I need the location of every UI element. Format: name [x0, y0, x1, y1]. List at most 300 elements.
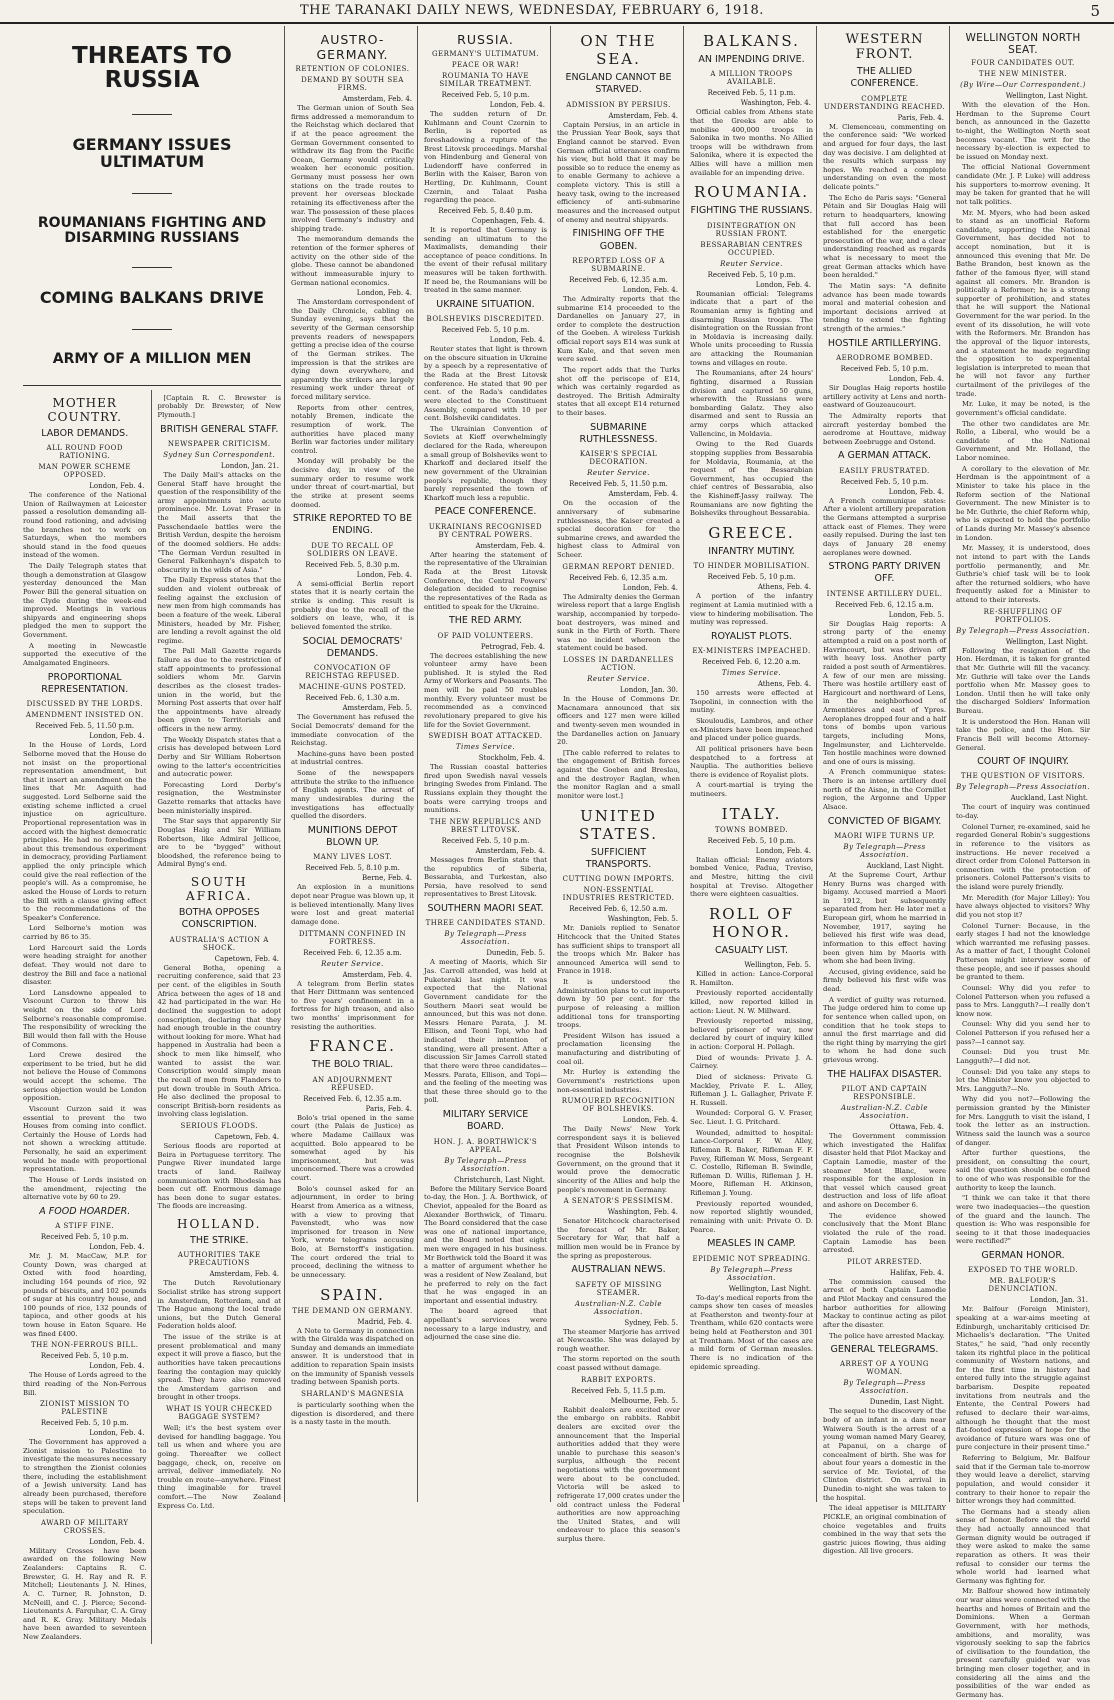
subhead: SWEDISH BOAT ATTACKED.	[428, 732, 543, 741]
paragraph: The Star says that apparently Sir Douglas Haig and Sir William Robertson, like Admiral Jellicoe, are to be "bygged" without bloodshed, the reference being to Admiral Byng's end.	[157, 817, 281, 869]
subhead: BOTHA OPPOSES CONSCRIPTION.	[178, 907, 260, 931]
received-line: Received Feb. 5, 10 p.m.	[707, 270, 796, 279]
article-head: HOLLAND.	[177, 1217, 262, 1232]
subhead: Sydney Sun Correspondent.	[163, 450, 276, 459]
column-balkans	[687, 26, 817, 1502]
paragraph: Sir Douglas Haig reports: A strong party of the enemy attempted a raid on a post north of Havrincourt, but was driven off with heavy loss. Another party raided a post south of Armentières. A few of our men are missing. There was hostile artillery east of Hargicourt and northward of Lens, in the neighborhood of Armentières and east of Ypres. Aeroplanes dropped four and a half tons of bombs upon various targets, including Mons, Ingelmunster, and Lichtervelde. Ten hostile machines were downed and one of ours is missing.	[823, 619, 946, 766]
paragraph: Machine-guns have been posted at industrial centres.	[291, 749, 414, 767]
subhead: By Telegraph—Press Association.	[843, 842, 926, 859]
subhead: SOUTHERN MAORI SEAT.	[427, 903, 544, 915]
subhead: SAFETY OF MISSING STEAMER.	[575, 1280, 662, 1297]
subhead: By Telegraph—Press Association.	[710, 1265, 793, 1282]
subhead: BOLSHEVIKS DISCREDITED.	[426, 315, 545, 324]
subhead: AWARD OF MILITARY CROSSES.	[41, 1518, 129, 1535]
paragraph: The Admiralty denies the German wireless report that a large English warship, accompanied by torpedo-boat destroyers, was mined and sunk in the Firth of Forth. There was no incident whereon the statement could be based.	[557, 592, 680, 653]
paragraph: Counsel: Why did you send her to Colonel Patterson if you refused her a pass?—I cannot say.	[956, 1020, 1090, 1046]
received-line: Received Feb. 5, 10 p.m.	[707, 573, 796, 582]
dateline: Amsterdam, Feb. 4.	[608, 490, 678, 499]
paragraph: Previously reported accidentally killed, now reported killed in action: Lieut. N. W. Millward.	[690, 989, 813, 1015]
dateline: Amsterdam, Feb. 4.	[342, 95, 412, 103]
dateline: Washington, Feb. 4.	[740, 99, 811, 108]
paragraph: A meeting of Maoris, which Sir Jas. Carroll attended, was held at Puketeraki last night. It was expected that the National Government candidate for the Southern Maori seat would be announced, but this was not done. Messrs Henare Parata, J. M. Ellison, and Teoni Topi, who had indicated their intention of standing, were all present. After a discussion Sir James Carroll stated that there were three candidates—Messrs. Parata, Ellison, and Topi—and the feeling of the meeting was that these three should go to the poll.	[424, 958, 547, 1105]
paragraph: The sudden return of Dr. Kuhlmann and Count Czernin to Berlin, is reported as foreshadowing a rupture of the Brest Litovsk proceedings. Marshal von Hindenburg and General von Ludendorff have conferred in Berlin with the Kaiser, Baron von Hertling, Dr. Kuhlmann, Count Czernin, and Talaat Pasha regarding the peace.	[424, 110, 547, 205]
page-number: 5	[1090, 2, 1100, 20]
dateline: London, Jan. 31.	[1029, 1296, 1088, 1305]
dateline: London, Feb. 5.	[888, 610, 944, 619]
paragraph: Mr. J. M. MacCaw, M.P. for County Down, was charged at Oxted with food hoarding, including 164 pounds of rice, 92 pounds of biscuits, and 102 pounds of sugar at his country house, and 100 pounds of rice, 132 pounds of tapioca, and other goods at his town house in Eaton Square. He was fined £400.	[23, 1252, 147, 1338]
subhead: PILOT ARRESTED.	[846, 1257, 923, 1266]
dateline: London, Feb. 4.	[89, 732, 145, 741]
subhead: AERODROME BOMBED.	[836, 354, 933, 363]
dateline: London, Jan. 30.	[619, 686, 678, 695]
paragraph: Official cables from Athens state that the Greeks are able to mobilise 400,000 troops in Salonika in two months. No Allied troops will be withdrawn from Salonika, where it is expected the Allies will have a million men available for an impending drive.	[690, 108, 813, 177]
subhead: SUBMARINE RUTHLESSNESS.	[579, 421, 658, 445]
paragraph: The Government has approved a Zionist mission to Palestine to investigate the measures necessary to strengthen the Zionist colonies there, including the establishment of a Jewish university. Land has already been purchased, therefore steps will be taken to prevent land speculation.	[23, 1438, 147, 1516]
paragraph: A telegram from Berlin states that Herr Dittmann was sentenced to five years' confinement in a fortress for high treason, and also two months' imprisonment for resisting the authorities.	[291, 979, 414, 1031]
paragraph: Some of the newspapers attribute the strike to the influence of English agents. The arrest of many undesirables during the investigations has effectually quelled the disorders.	[291, 769, 414, 821]
dateline: London, Jan. 21.	[220, 461, 279, 470]
lead-subheadline-4: ARMY OF A MILLION MEN	[52, 351, 252, 368]
subhead: A SENATOR'S PESSIMISM.	[563, 1197, 674, 1206]
paragraph: It is reported that Germany is sending an ultimatum to the Maximalists, demanding their acceptance of peace conditions. In the event of their refusal military measures will be taken forthwith. If need be, the Roumanians will be treated in the same manner.	[424, 225, 547, 295]
subhead: CASUALTY LIST.	[714, 944, 789, 956]
paragraph: With the elevation of the Hon. Herdman to the Supreme Court bench, as announced in the Gazette to-night, the Wellington North seat becomes vacant. The writ for the necessary by-election is expected to be issued on Monday next.	[956, 101, 1090, 161]
subhead: RABBIT EXPORTS.	[581, 1375, 656, 1384]
paragraph: Following the resignation of the Hon. Herdman, it is taken for granted that Mr. Guthrie will fill the vacancy. Mr. Guthrie will take over the Lands portfolio when Mr. Massey goes to London. Until then he will take only the discharged Soldiers' Information Bureau.	[956, 646, 1090, 715]
paragraph: An explosion in a munitions depot near Prague was blown up, it is believed intentionally. Many lives were lost and great material damage done.	[291, 883, 414, 926]
article-head: WELLINGTON NORTH SEAT.	[965, 32, 1081, 56]
dateline: London, Feb. 4.	[89, 482, 145, 491]
paragraph: Sir Douglas Haig reports hostile artillery activity at Lens and north-eastward of Gouzeaucourt.	[823, 384, 946, 410]
article-head: AUSTRO-GERMANY.	[316, 32, 389, 62]
dateline: Amsterdam, Feb. 4.	[209, 1270, 279, 1279]
dateline: London, Feb. 4.	[356, 289, 412, 298]
dateline: Washington, Feb. 4.	[607, 1208, 678, 1217]
paragraph: A Note to Germany in connection with the Giralda was dispatched on Sunday and demands an immediate answer. It is understood that in addition to reparation Spain insists on the immunity of Spanish vessels trading between Spanish ports.	[291, 1326, 415, 1387]
dateline: London, Feb. 4.	[356, 570, 412, 579]
paragraph: The German union of South Sea firms addressed a memorandum to the Reichstag which declared that if at the peace agreement the German Government consented to withdraw its flag from the Pacific Ocean, Germany would critically weaken her economic position. Germany must possess her own stations on the trade routes to prevent her overseas blockade retaining its effectiveness after the war. The possession of these places involved Germany's industry and shipping trade.	[291, 104, 414, 233]
dateline: Wellington, Feb. 5.	[744, 961, 811, 970]
subhead: A MILLION TROOPS AVAILABLE.	[710, 70, 793, 87]
subhead: SUFFICIENT TRANSPORTS.	[585, 846, 652, 870]
received-line: Received Feb. 5, 8.10 p.m.	[305, 864, 400, 873]
paragraph: The memorandum demands the retention of the former spheres of activity on the other side of the globe. These cannot be abandoned without immeasurable injury to German national economics.	[291, 235, 414, 287]
dateline: Wellington, Last Night.	[1005, 637, 1088, 646]
dateline: Paris, Feb. 4.	[365, 1104, 412, 1113]
dateline: Auckland, Last Night.	[1010, 794, 1088, 803]
subhead: THE QUESTION OF VISITORS.	[960, 772, 1086, 781]
received-line: Received Feb. 6, 12.35 a.m.	[303, 1094, 402, 1103]
paragraph: The Russian coastal batteries fired upon Swedish naval vessels bringing Swedes from Finland. The Russians explain they thought the boats were carrying troops and munitions.	[424, 763, 547, 815]
subhead: MEASLES IN CAMP.	[707, 1238, 796, 1250]
article-head: GREECE.	[708, 523, 795, 542]
paragraph: The Government has refused the Social Democrats' demand for the immediate convocation of the Reichstag.	[291, 713, 414, 748]
subhead: MAN POWER SCHEME OPPOSED.	[38, 463, 131, 480]
dateline: London, Feb. 4.	[89, 1362, 145, 1371]
subhead: NON-ESSENTIAL INDUSTRIES RESTRICTED.	[562, 886, 675, 903]
paragraph: In the House of Lords, Lord Selborne moved that the House do not insist on the proportional representation amendment, but that it insert an amendment on the lines that Mr. Asquith had suggested. Lord Selborne said the existing scheme inflicted a cruel injustice on agriculture. Proportional representation was in accord with the highest democratic principles. He had no forebodings about this tremendous experiment in democracy, providing Parliament applied the only principle which could give the real reflection of the people's will. As a compromise, he asked the House of Lords to return the Bill with a clause giving effect to the recommendations of the Speaker's Conference.	[23, 741, 147, 922]
article-head: FRANCE.	[309, 1037, 396, 1056]
subhead: By Telegraph—Press Association.	[444, 1156, 527, 1173]
article-head: MOTHER COUNTRY.	[47, 395, 122, 424]
received-line: Received Feb. 5, 10 p.m.	[840, 365, 929, 374]
paragraph: Mr. M. Myers, who had been asked to stand as an unofficial Reform candidate, supporting the National Government, has decided not to accept nomination, but it is announced this evening that Mr. De Bathe Brandon, best known as the father of the famous flyer, will stand against all comers. Mr. Brandon is politically a Reformer; he is a strong supporter of prohibition, and states that he will support the National Government for the war period. In the event of its dissolution, he will vote with the Reformers. Mr. Brandon has the approval of the liquor interests, and a statement he made regarding the opposition to experimental legislation is interpreted to mean that he will not favor any further curtailment of the privileges of the trade.	[956, 208, 1090, 398]
paragraph: The steamer Marjorie has arrived at Newcastle. She was delayed by rough weather.	[557, 1327, 680, 1353]
subhead: COMPLETE UNDERSTANDING REACHED.	[823, 94, 946, 111]
received-line: Received Feb. 5, 8.30 p.m.	[305, 560, 400, 569]
paragraph: Messages from Berlin state that the republics of Siberia, Bessarabia, and Turkestan, also Persia, have resolved to send representatives to Brest Litovsk.	[424, 855, 547, 899]
column-wellington-north	[953, 26, 1093, 1699]
paragraph: Why did you not?—Following the permission granted by the Minister for Mrs. Langguth to visit the island, I took the letter as an instruction. Witness said the launch was a source of danger.	[956, 1095, 1090, 1147]
dateline: Stockholm, Feb. 4.	[478, 754, 545, 763]
paragraph: [Captain R. C. Brewster is probably Dr. Brewster, of New Plymouth.]	[157, 393, 281, 419]
article-head: BALKANS.	[703, 32, 800, 50]
paragraph: Mr. Balfour (Foreign Minister), speaking at a war-aims meeting at Edinburgh, uncharitably criticised Dr. Michaelis's declaration. "The United States," he said, "had only recently taken its rightful place in the political community of Western nations, and for the first time in history had entered fully into the struggle against barbarism. Despite repeated invitations from neutrals and the Entente, the Central Powers had refused to declare their war-aims, although he thought that the most flat-footed expression of hope for the avoidance of future wars was one of pure conjecture in their present time."	[956, 1305, 1090, 1452]
subhead: PEACE OR WAR!	[451, 61, 520, 69]
column-austro-germany	[288, 26, 418, 1502]
paragraph: Previously reported wounded, now reported slightly wounded, remaining with unit: Private O. D. Pearce.	[690, 1199, 813, 1234]
subhead: Reuter Service.	[587, 469, 650, 478]
subhead: MACHINE-GUNS POSTED.	[298, 683, 407, 692]
paragraph: It is understood the Hon. Hanan will take the police, and the Hon. Sir Francis Bell will become Attorney-General.	[956, 717, 1090, 752]
subhead: (By Wire—Our Correspondent.)	[960, 81, 1086, 89]
subhead: CONVOCATION OF REICHSTAG REFUSED.	[305, 664, 400, 681]
dateline: Amsterdam, Feb. 4.	[475, 846, 545, 855]
paragraph: Lord Selborne's motion was carried by 86 to 35.	[23, 924, 147, 942]
paragraph: The issue of the strike is at present problematical and many expect it will prove a fiasco, but the authorities have taken precautions fearing the contagion may quickly spread. They have also removed the Amsterdam garrison and brought in other troops.	[157, 1333, 281, 1402]
dateline: Dunedin, Last Night.	[869, 1398, 944, 1407]
paragraph: Reports from other centres, notably Bremen, indicate the resumption of work. The authorities have placed many Berlin war factories under military control.	[291, 403, 414, 455]
dateline: Ottawa, Feb. 4.	[889, 1123, 944, 1131]
subhead: THE BOLO TRIAL.	[311, 1059, 394, 1071]
received-line: Received Feb. 6, 12.15 a.m.	[835, 600, 934, 609]
paragraph: The other two candidates are Mr. Rollo, a Liberal, who would be a candidate of the National Government, and Mr. Holland, the Labor nominee.	[956, 419, 1090, 462]
paragraph: Rabbit dealers are excited over the embargo on rabbits. Rabbit dealers are excited over the announcement that the Imperial authorities added that they were unable to purchase this season's surplus, although the recent negotiations with the government were about to be concluded. Victoria will be asked to refrigerate 17,000 crates under the old contract unless the Federal authorities are now approaching the United States, and will endeavour to place this season's surplus there.	[557, 1405, 680, 1544]
paragraph: The storm reported on the south coast passed without damage.	[557, 1355, 680, 1373]
paragraph: Referring to Belgium, Mr. Balfour said that if the German tale to-morrow they would leave a derelict, starving population, and would consider it contrary to their honor to repair the bitter wrongs they had committed.	[956, 1454, 1090, 1506]
paragraph: The evidence showed conclusively that the Mont Blanc violated the rule of the road. Captain Lamodie has been arrested.	[823, 1211, 946, 1255]
paragraph: Mr. Balfour showed how intimately our war aims were connected with the hearths and homes of Britain and the Dominions. When a German Government, with her methods, ambitions, and morality, was vigorously seeking to sap the fabrics of civilisation to the foundation, the present carefully guided war was bringing men closer together, and in considering all the aims and the possibilities of the war ended as Germany has.	[956, 1587, 1090, 1699]
subhead: MILITARY SERVICE BOARD.	[442, 1109, 529, 1133]
dateline: Amsterdam, Feb. 4.	[608, 111, 678, 120]
subhead: SOCIAL DEMOCRATS' DEMANDS.	[302, 635, 403, 659]
paragraph: Italian official: Enemy aviators bombed Venice, Padua, Treviso, and Mestre, hitting the civil hospital at Treviso. Altogether there were eighteen casualties.	[690, 855, 813, 899]
paragraph: Skouloudis, Lambros, and other ex-Ministers have been impeached and placed under police guards.	[690, 717, 813, 743]
subhead: THE STRIKE.	[190, 1235, 249, 1247]
subhead: HOSTILE ARTILLERYING.	[827, 337, 942, 349]
subhead: PILOT AND CAPTAIN RESPONSIBLE.	[841, 1085, 928, 1101]
paragraph: Serious floods are reported at Beira in Portuguese territory. The Pungwe River inundated large tracts of land. Railway communication with Rhodesia has been cut off. Enormous damage has been done to sugar estates. The floods are increasing.	[157, 1142, 281, 1211]
paragraph: The Roumanians, after 24 hours' fighting, disarmed a Russian division and captured 50 guns, wherewith the Russians were bombarding Galatz. They also disarmed and sent to Russia an army corps which attacked Vallencinc, in Moldavia.	[690, 369, 813, 438]
dateline: London, Feb. 4.	[89, 1537, 145, 1546]
subhead: GENERAL TELEGRAMS.	[830, 1344, 939, 1356]
dateline: London, Feb. 4.	[622, 1116, 678, 1125]
subhead: ADMISSION BY PERSIUS.	[566, 100, 671, 109]
subhead: By Telegraph—Press Association.	[444, 930, 527, 947]
masthead-title: THE TARANAKI DAILY NEWS, WEDNESDAY, FEBRUARY 6, 1918.	[300, 3, 764, 18]
paragraph: is particularly soothing when the digestion is disordered, and there is a nasty taste in the mouth.	[291, 1400, 414, 1427]
lead-subheadline-3: COMING BALKANS DRIVE	[39, 288, 265, 308]
subhead: THE RED ARMY.	[448, 615, 523, 627]
paragraph: Roumanian official: Telegrams indicate that a part of the Roumanian army is fighting and disarming Russian troops. The disintegration on the Russian front in Moldavia is increasing daily. Whole units proceeding to Russia are attacking the Roumanian towns and villages en route.	[690, 289, 813, 367]
dateline: Athens, Feb. 4.	[757, 583, 811, 592]
received-line: Received Feb. 6, 12.35 a.m.	[303, 948, 402, 957]
subhead: OF PAID VOLUNTEERS.	[437, 631, 534, 640]
received-line: Received Feb. 5, 8.40 p.m.	[438, 206, 533, 215]
subhead: UKRAINE SITUATION.	[436, 298, 535, 310]
subhead: Times Service.	[455, 743, 516, 752]
paragraph: Wounded, admitted to hospital: Lance-Corporal F. W. Alley, Rifleman R. Baker, Rifleman F. F. Pavey, Rifleman W. Moss, Sergeant C. Costello, Rifleman B. Swindle, Rifleman D. Willis, Rifleman J. H. Moore, Rifleman H. Atkinson, Rifleman J. Young.	[690, 1128, 813, 1198]
dateline: Wellington, Last Night.	[1005, 92, 1088, 100]
paragraph: All political prisoners have been despatched to a fortress at Nauplia. The authorities believe there is evidence of Royalist plots.	[690, 744, 813, 779]
paragraph: Colonel Turner, re-examined, said he regarded General Robin's suggestions in reference to the visitors as instructions. He never received a direct order from Colonel Patterson in connection with the protection of prisoners. Colonel Patterson's visits to the island were purely friendly.	[956, 822, 1090, 892]
dateline: London, Feb. 4.	[489, 336, 545, 345]
subhead: BRITISH GENERAL STAFF.	[160, 423, 279, 435]
column-on-the-sea	[554, 26, 684, 1544]
dateline: Madrid, Feb. 4.	[357, 1317, 412, 1326]
paragraph: [The cable referred to relates to the engagement of British forces against the Goeben and Breslau, and the destroyer Raglan, when the monitor Raglan and a small monitor were lost.]	[557, 748, 680, 800]
dateline: London, Feb. 4.	[888, 375, 944, 384]
paragraph: Accused, giving evidence, said he firmly believed his first wife was dead.	[823, 967, 946, 994]
received-line: Received Feb. 5, 10 p.m.	[840, 477, 929, 486]
paragraph: "I think we can take it that there were two inadequacies—the question of the guard and the launch. The question is: Who was responsible for seeing to it that those inadequacies were rectified?"	[956, 1194, 1090, 1246]
article-head: UNITED STATES.	[579, 806, 658, 843]
paragraph: The sequel to the discovery of the body of an infant in a dam near Waiwera South is the arrest of a young woman named Mary Gearey, at Papanui, on a charge of concealment of birth. She was for about four years a domestic in the service of Mr. Teviotel, of the Clinton district. On arrival in Dunedin to-night she was taken to the hospital.	[823, 1407, 946, 1502]
article-head: RUSSIA.	[457, 32, 514, 47]
subhead: HON. J. A. BORTHWICK'S APPEAL	[433, 1137, 538, 1154]
paragraph: After hearing the statement of the representative of the Ukrainian Rada at the Brest Litovsk Conference, the Central Powers' delegation decided to recognise the representatives of the Rada as entitled to speak for the Ukraine.	[424, 550, 547, 611]
paragraph: The commission caused the arrest of both Captain Lamodie and Pilot Mackay and censured the harbor authorities for allowing Mackay to continue acting as pilot after the disaster.	[823, 1277, 946, 1329]
article-head: SPAIN.	[320, 1285, 385, 1304]
dateline: Berne, Feb. 4.	[362, 874, 412, 883]
subhead: A STIFF FINE.	[55, 1222, 115, 1231]
paragraph: Before the Military Service Board to-day, the Hon. J. A. Borthwick, of Cheviot, appealed for the Board as Alexander Borthwick, of Timaru. The Board considered that the case was one of national importance, and the Board noted that eight men were engaged in his business. Mr Borthwick told the Board it was a matter of argument whether he was a resident of New Zealand, but he preferred to rely on the fact that he was engaged in an important and essential industry.	[424, 1184, 547, 1305]
dateline: London, Feb. 4.	[755, 846, 811, 855]
paragraph: Lord Crewe desired the experiment to be tried, but he did not believe the House of Commons would accept the scheme. The serious objection would be London opposition.	[23, 1051, 147, 1103]
paragraph: The Weekly Dispatch states that a crisis has developed between Lord Derby and Sir William Robertson owing to the latter's eccentricities and autocratic power.	[157, 735, 281, 779]
subhead: INTENSE ARTILLERY DUEL.	[826, 589, 943, 598]
dateline: Petrograd, Feb. 4.	[480, 642, 545, 651]
paragraph: The Pall Mall Gazette regards failure as due to the restriction of staff appointments to professional soldiers whom Mr. Garvin describes as the closest trades-union in the world, but the Morning Post asserts that over half the appointments have already been given to Territorials and officers in the new army.	[157, 647, 281, 734]
subhead: Reuter Service.	[720, 259, 783, 268]
subhead: ENGLAND CANNOT BE STARVED.	[565, 72, 672, 96]
dateline: London, Feb. 4.	[89, 1429, 145, 1438]
subhead: TOWNS BOMBED.	[714, 825, 789, 834]
received-line: Received Feb. 5, 11.5 p.m.	[571, 1386, 666, 1395]
subhead: MUNITIONS DEPOT BLOWN UP.	[307, 824, 398, 849]
paragraph: M. Clemenceau, commenting on the conference said: "We worked and argued for four days, the last day was decisive. I am delighted at the results which surpass my hopes. We reached a complete understanding on even the most delicate points."	[823, 122, 946, 192]
column-western-front	[820, 26, 950, 1556]
received-line: Received Feb. 5, 10 p.m.	[40, 1233, 129, 1242]
paragraph: A verdict of guilty was returned. The judge ordered him to come up for sentence when called upon, on condition that he took steps to annul the first marriage and did the right thing by marrying the girl to whom he had done such grievous wrong.	[823, 995, 946, 1065]
subhead: ZIONIST MISSION TO PALESTINE	[39, 1400, 130, 1417]
paragraph: Counsel: Why did you refer to Colonel Patterson when you refused a pass to Mrs. Langguth?—I really don't know now.	[956, 983, 1090, 1018]
paragraph: To-day's medical reports from the camps show ten cases of measles at Featherston and twenty-four at Trentham, while 620 contacts were being held at Featherston and 301 at Trentham. Most of the cases are a mild form of German measles. There is no indication of the epidemic spreading.	[690, 1293, 813, 1371]
subhead: EXPOSED TO THE WORLD.	[968, 1266, 1078, 1275]
paragraph: The Admiralty reports that aircraft yesterday bombed the aerodrome at Houttave, midway between Zeebrugge and Ostend.	[823, 411, 946, 446]
subhead: RUMOURED RECOGNITION OF BOLSHEVIKS.	[561, 1097, 676, 1114]
paragraph: In the House of Commons Dr. Macnamara announced that six officers and 127 men were killed and twenty-seven men wounded in the Dardanelles action on January 20.	[557, 695, 680, 747]
paragraph: Senator Hitchcock characterised the forecast of Mr. Baker, Secretary for War, that half a million men would be in France by the spring as preposterous.	[557, 1217, 680, 1260]
subhead: STRIKE REPORTED TO BE ENDING.	[292, 513, 413, 537]
paragraph: Died of sickness: Private G. Mackley, Private F. L. Alley, Rifleman J. L. Gallagher, Private F. H. Russell.	[690, 1072, 813, 1107]
subhead: AMENDMENT INSISTED ON.	[25, 711, 144, 720]
paragraph: A French communique states: There is an intense artillery duel north of the Aisne, in the Cornillet region, the Argonne and Upper Alsace.	[823, 768, 946, 811]
dateline: Athens, Feb. 4.	[757, 680, 811, 689]
received-line: Received Feb. 6, 12.20 a.m.	[702, 658, 801, 667]
paragraph: Lord Harcourt said the Lords were heading straight for another defeat. They would not dare to destroy the Bill and face a national disaster.	[23, 943, 147, 987]
subhead: UKRAINIANS RECOGNISED BY CENTRAL POWERS.	[428, 522, 543, 539]
subhead: FOUR CANDIDATES OUT.	[971, 59, 1075, 67]
paragraph: The police have arrested Mackay.	[829, 1331, 945, 1340]
paragraph: Forecasting Lord Derby's resignation, the Westminster Gazette remarks that attacks have been ministerially inspired.	[157, 780, 281, 815]
lead-subheadline-1: GERMANY ISSUES ULTIMATUM	[72, 135, 232, 172]
paragraph: Previously reported missing, believed prisoner of war, now declared by court of inquiry killed in action: Corporal H. Pollagh.	[690, 1017, 813, 1052]
article-head: ITALY.	[721, 804, 782, 823]
paragraph: The report adds that the Turks shot off the periscope of E14, which was certainly regarded as destroyed. The British Admiralty states that all except E14 returned to their bases.	[557, 365, 680, 417]
article-head: SOUTH AFRICA.	[186, 875, 253, 904]
received-line: Received Feb. 6, 12.50 a.m.	[569, 905, 668, 914]
paragraph: The Germans had a steady alien sense of honor. Before all the world they had actually announced that German dignity would be outraged if they were asked to make the same reparation as others. It was their refusal to consider our terms the whole world had learned what Germany was fighting for.	[956, 1507, 1090, 1585]
received-line: Received Feb. 5, 10 p.m.	[40, 1419, 129, 1428]
column-lead	[20, 26, 285, 1642]
subhead: SHARLAND'S MAGNESIA	[301, 1389, 404, 1398]
paragraph: The court of inquiry was continued to-day.	[956, 803, 1090, 821]
paragraph: Mr. Hurley is extending the Government's restrictions upon non-essential industries.	[557, 1068, 680, 1094]
subhead: A GERMAN ATTACK.	[838, 450, 931, 462]
paragraph: Killed in action: Lance-Corporal R. Hamilton.	[690, 970, 813, 987]
paragraph: Colonel Turner: Because, in the early stages I had not the knowledge which warranted me refusing passes. As a matter of fact, I thought Colonel Patterson might interview some of these people, and see if passes should be granted to them.	[956, 921, 1090, 982]
paragraph: Well; it's the best system ever devised for handling baggage. You tell us when and where you are going. Thereafter we collect baggage, check, on, receive on arrival, deliver immediately. No trouble en route—anywhere. Finest thing imaginable for travel comfort.—The New Zealand Express Co. Ltd.	[157, 1424, 281, 1510]
subhead: EX-MINISTERS IMPEACHED.	[692, 647, 811, 656]
paragraph: Died of wounds: Private J. A. Cairney.	[690, 1053, 813, 1071]
subhead: Times Service.	[721, 669, 782, 678]
received-line: Received Feb. 5, 10 p.m.	[441, 91, 530, 99]
subhead: SERIOUS FLOODS.	[180, 1122, 258, 1131]
paragraph: A French communique states: After a violent artillery preparation the Germans attempted a surprise attack east of Flemes. They were easily repulsed. During the last ten days of January 28 enemy aeroplanes were downed.	[823, 496, 946, 557]
article-head: WESTERN FRONT.	[845, 32, 924, 62]
dateline: London, Feb. 4.	[89, 1243, 145, 1252]
subhead: MAORI WIFE TURNS UP.	[834, 831, 935, 840]
paragraph: The decrees establishing the new volunteer army have been published. It is styled the Red Army of Workers and Peasants. The men will be paid 50 roubles monthly. Every volunteer must be recommended as a convinced revolutionary prepared to give his life for the Soviet Government.	[424, 651, 547, 729]
paragraph: After further questions, the president, on consulting the court, said the question should be confined to one of who was responsible for the authority to keep the launch.	[956, 1149, 1090, 1192]
paragraph: Viscount Curzon said it was essential to prevent the two Houses from coming into conflict. Certainly the House of Lords had not shown a wrecking attitude. Personally, he said an experiment would be made with proportional representation.	[23, 1104, 147, 1174]
paragraph: The ideal appetiser is MILITARY PICKLE, an original combination of choice vegetables and fruits combined in the way that sets the gastric juices flowing, thus aiding digestion. All live grocers.	[823, 1504, 946, 1556]
dateline: Sydney, Feb. 5.	[624, 1318, 678, 1327]
paragraph: President Wilson has issued a proclamation licensing the manufacturing and distributing of coal oil.	[557, 1031, 680, 1066]
dateline: Melbourne, Feb. 5.	[610, 1396, 678, 1405]
article-head: ON THE SEA.	[580, 32, 657, 68]
subhead: GERMAN REPORT DENIED.	[562, 562, 675, 571]
received-line: Received Feb. 5, 10 p.m.	[441, 326, 530, 335]
paragraph: The conference of the National Union of Railwaymen at Leicester passed a resolution demanding all-round food rationing, and advising the branches not to work on Saturdays, when the members should stand in the food queues instead of the women.	[23, 491, 147, 560]
paragraph: Owing to the Red Guards stopping supplies from Bessarabia for Moldavia, Roumania, at the request of the Bessarabian Government, has occupied the chief centres of Bessarabia, also the Kishineff-Jassy railway. The Roumanians are now fighting the Bolsheviks throughout Bessarabia.	[690, 440, 813, 518]
dateline: Amsterdam, Feb. 4.	[342, 970, 412, 979]
subhead: MANY LIVES LOST.	[313, 853, 392, 862]
paragraph: Mr. Daniels replied to Senator Hitchcock that the United States has sufficient ships to transport all the troops which Mr. Baker has announced America will send to France in 1918.	[557, 924, 680, 976]
subhead: NEWSPAPER CRITICISM.	[167, 439, 271, 448]
subhead: By Telegraph—Press Association.	[956, 783, 1090, 792]
paragraph: Bolo's trial opened in the same court (the Palais de Justice) as where Madame Caillaux was acquitted. Bolo appeared to be somewhat aged by his imprisonment, but was unconcerned. There was a crowded court.	[291, 1113, 414, 1183]
dateline: Halifax, Feb. 4.	[889, 1268, 944, 1277]
column-russia	[421, 26, 551, 1502]
subhead: FIGHTING THE RUSSIANS.	[690, 205, 813, 217]
paragraph: A corollary to the elevation of Mr. Herdman is the appointment of a Minister to take his place in the Reform section of the National Government. The new Minister is to be Mr. Guthrie, the chief Reform whip, who is expected to hold the portfolio of Lands during Mr. Massey's absence in London.	[956, 464, 1090, 542]
subhead: AUTHORITIES TAKE PRECAUTIONS	[177, 1251, 261, 1268]
dateline: Amsterdam, Feb. 5.	[342, 704, 412, 713]
paragraph: Mr. Meredith (for Major Lilley): You have always objected to visitors? Why did you not stop it?	[956, 893, 1090, 919]
subhead: LOSSES IN DARDANELLES ACTION.	[563, 656, 674, 673]
dateline: London, Feb. 4.	[755, 280, 811, 289]
subhead: THE HALIFAX DISASTER.	[827, 1068, 942, 1080]
lead-subheadline-2: ROUMANIANS FIGHTING AND DISARMING RUSSIANS	[37, 214, 267, 246]
subhead: CONVICTED OF BIGAMY.	[827, 815, 942, 827]
received-line: Received Feb. 6, 1.30 a.m.	[305, 694, 400, 703]
subhead: DEMAND BY SOUTH SEA FIRMS.	[301, 76, 404, 92]
lead-headline: THREATS TO RUSSIA	[72, 43, 232, 94]
subhead: EASILY FRUSTRATED.	[839, 466, 930, 475]
subhead: EPIDEMIC NOT SPREADING.	[692, 1254, 811, 1263]
dateline: London, Feb. 4.	[489, 101, 545, 109]
paragraph: Wounded: Corporal G. V. Fraser, Sec. Lieut. I. G. Pritchard.	[690, 1109, 813, 1127]
subhead: KAISER'S SPECIAL DECORATION.	[579, 450, 658, 467]
paragraph: The official National Government candidate (Mr. J. P. Luke) will address his supporters to-morrow evening. It may be taken for granted that he will not talk politics.	[956, 163, 1090, 206]
paragraph: The Admiralty reports that the submarine E14 proceeded to the Dardanelles on January 27, in order to complete the destruction of the Goeben. A wireless Turkish official report says E14 was sunk at Kum Kale, and that seven men were saved.	[557, 294, 680, 364]
subhead: ROYALIST PLOTS.	[710, 630, 793, 642]
paragraph: Lord Lansdowne appealed to Viscount Curzon to throw his weight on the side of Lord Selborne's reasonable compromise. The responsibility of wrecking the Bill would then fall with the House of Commons.	[23, 988, 147, 1049]
subhead: Australian-N.Z. Cable Association.	[575, 1299, 662, 1316]
paragraph: General Botha, opening a recruiting conference, said that 23 per cent. of the eligibles in South Africa between the ages of 18 and 42 had participated in the war. He declined the suggestion to adopt conscription, declaring that they had enough trouble in the country without looking for more. What had happened in Australia had been a shock to men like himself, who wanted to assist the war. Conscription would simply mean the recall of men from Flanders to put down trouble in South Africa. He also declined the proposal to conscript British-born residents as involving class legislation.	[157, 963, 281, 1119]
received-line: Received Feb. 5, 11.50 p.m.	[35, 722, 135, 731]
subhead: COURT OF INQUIRY.	[977, 756, 1069, 768]
paragraph: A court-martial is trying the mutineers.	[690, 781, 813, 798]
paragraph: The Daily Telegraph states that though a demonstration at Glasgow yesterday denounced the Man Power Bill the general situation on the Clyde during the week-end improved. Meetings in various shipyards and engineering shops pledged the men to support the Government.	[23, 562, 147, 640]
dateline: London, Feb. 4.	[888, 487, 944, 496]
paragraph: A meeting in Newcastle supported the executive of the Amalgamated Engineers.	[23, 641, 147, 667]
received-line: Received Feb. 6, 12.35 a.m.	[569, 275, 668, 284]
paragraph: Mr. Luke, it may be noted, is the government's official candidate.	[956, 400, 1090, 417]
received-line: Received Feb. 5, 10 p.m.	[40, 1352, 129, 1361]
subhead: GERMAN HONOR.	[981, 1250, 1065, 1262]
paragraph: The board agreed that appellant's services were necessary to a large industry, and adjourned the case sine die.	[424, 1307, 547, 1342]
dateline: Amsterdam, Feb. 4.	[475, 541, 545, 550]
paragraph: Captain Persius, in an article in the Prussian Year Book, says that England cannot be starved. Even German official utterances confirm his view, but hold that it may be possible so to reduce the enemy as to enable Germany to achieve a complete victory. This is still a heavy task, owing to the increased efficiency of anti-submarine measures and the increased output of enemy and neutral shipyards.	[557, 120, 680, 224]
paragraph: Reuter states that light is thrown on the obscure situation in Ukraine by a speech by a representative of the Rada at the Brest Litovsk conference. He stated that 90 per cent. of the Rada's candidates were elected to the Constituent Assembly, compared with 10 per cent. Bolsheviki candidates.	[424, 345, 547, 423]
subhead: DISINTEGRATION ON RUSSIAN FRONT.	[706, 221, 797, 238]
subhead: MR. BALFOUR'S DENUNCIATION.	[988, 1277, 1058, 1294]
received-line: Received Feb. 5, 10 p.m.	[441, 836, 530, 845]
subhead: STRONG PARTY DRIVEN OFF.	[828, 561, 941, 585]
subhead: WHAT IS YOUR CHECKED BAGGAGE SYSTEM?	[166, 1405, 273, 1422]
subhead: AN ADJOURNMENT REFUSED.	[312, 1075, 393, 1092]
paragraph: The Daily News' New York correspondent says it is believed that President Wilson intends to recognise the Bolshevik Government, on the ground that it would prove the democratic sincerity of the Allies and help the people's movement in Germany.	[557, 1125, 680, 1194]
article-head: ROUMANIA.	[693, 183, 810, 202]
subhead: ARREST OF A YOUNG WOMAN.	[840, 1360, 929, 1377]
paragraph: The Daily Express states that the sudden and violent outbreak of feeling against the exclusion of new men from high commands has been a feature of the week. Liberal Ministers, headed by Mr. Fisher, are lending a revolt against the old regime.	[157, 576, 281, 645]
article-head: ROLL OF HONOR.	[709, 904, 794, 941]
paragraph: The House of Lords agreed to the third reading of the Non-Ferrous Bill.	[23, 1371, 147, 1397]
paragraph: On the occasion of the anniversary of submarine ruthlessness, the Kaiser created a special decoration for the submarine crews, and awarded the highest class to Admiral von Scheer.	[557, 499, 680, 560]
subhead: AN IMPENDING DRIVE.	[698, 54, 805, 65]
dateline: Capetown, Feb. 4.	[214, 1133, 279, 1142]
paragraph: Counsel: Did you trust Mr. Langguth?—I did not.	[956, 1048, 1090, 1065]
dateline: Copenhagen, Feb. 4.	[471, 216, 545, 225]
paragraph: A semi-official Berlin report states that it is nearly certain the strike is ending. This result is probably due to the recall of the soldiers on leave, who, it is believed fomented the strike.	[291, 579, 414, 631]
dateline: Washington, Feb. 5.	[607, 915, 678, 924]
subhead: LABOR DEMANDS.	[41, 427, 129, 439]
paragraph: Monday will probably be the decisive day, in view of the summary order to resume work under threat of court-martial, but the strike at present seems doomed.	[291, 457, 414, 509]
dateline: Dunedin, Feb. 5.	[486, 949, 545, 958]
